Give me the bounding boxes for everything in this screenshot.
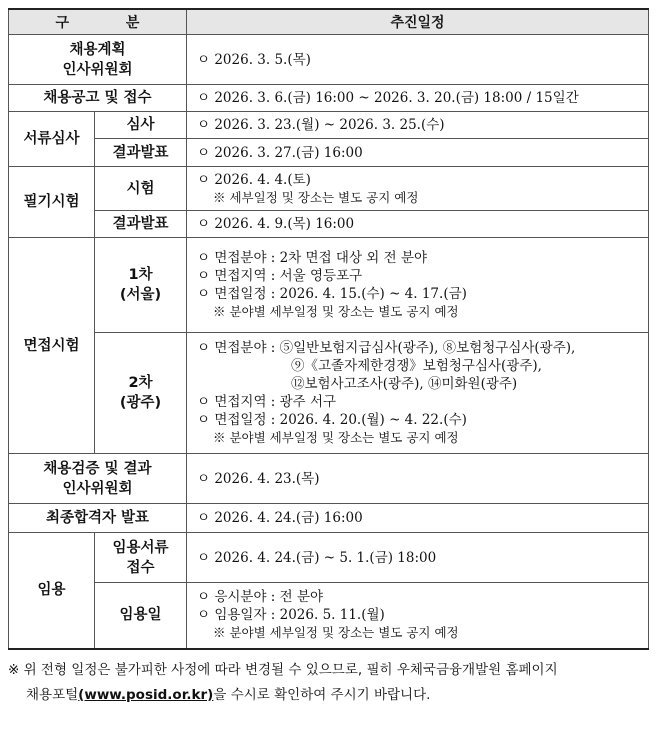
footer-notice: ※ 위 전형 일정은 불가피한 사정에 따라 변경될 수 있으므로, 필히 우체국금융개발원 홈페이지 채용포털(www.posid.or.kr)을 수시로 확인하여 주시기 바랍니다. [8, 661, 558, 703]
row-detail-appoint-docs: ㅇ 2026. 4. 24.(금) ~ 5. 1.(금) 18:00 [187, 533, 649, 583]
row-label-doc: 서류심사 [9, 112, 95, 167]
table-header-row [9, 9, 649, 35]
row-detail-interview-second: ㅇ 면접분야 : ⑤일반보험지급심사(광주), ⑧보험청구심사(광주), ⑨《고졸자제한경쟁》보험청구심사(광주), ⑫보험사고조사(광주), ⑭미화원(광주) ㅇ 면접지역 : 광주 서구 ㅇ 면접일정 : 2026. 4. 20.(월) ~ 4. 22.(수) ※ 분야별 세부일정 및 장소는 별도 공지 예정 [187, 333, 649, 454]
table-row [9, 85, 649, 112]
table-row [9, 533, 649, 583]
table-row [9, 454, 649, 504]
header-category: 구 분 [9, 9, 187, 35]
row-detail-interview-first: ㅇ 면접분야 : 2차 면접 대상 외 전 분야 ㅇ 면접지역 : 서울 영등포구 ㅇ 면접일정 : 2026. 4. 15.(수) ~ 4. 17.(금) ※ 분야별 세부일정 및 장소는 별도 공지 예정 [187, 238, 649, 333]
table-row [9, 112, 649, 139]
header-schedule: 추진일정 [187, 9, 649, 35]
row-label-written: 필기시험 [9, 167, 95, 238]
table-row [9, 211, 649, 238]
row-detail-plan: ㅇ 2026. 3. 5.(목) [187, 35, 649, 85]
row-detail-appoint-date: ㅇ 응시분야 : 전 분야 ㅇ 임용일자 : 2026. 5. 11.(월) ※ 분야별 세부일정 및 장소는 별도 공지 예정 [187, 583, 649, 649]
table-row [9, 504, 649, 533]
row-detail-written-exam: ㅇ 2026. 4. 4.(토) ※ 세부일정 및 장소는 별도 공지 예정 [187, 167, 649, 211]
sub-label-appoint-date: 임용일 [95, 583, 187, 649]
row-label-plan: 채용계획 인사위원회 [9, 35, 187, 85]
note-text: ※ 분야별 세부일정 및 장소는 별도 공지 예정 [213, 625, 459, 641]
row-detail-doc-result: ㅇ 2026. 3. 27.(금) 16:00 [187, 139, 649, 167]
sub-label-doc-review: 심사 [95, 112, 187, 139]
note-text: ※ 세부일정 및 장소는 별도 공지 예정 [213, 189, 419, 205]
note-text: ※ 분야별 세부일정 및 장소는 별도 공지 예정 [213, 430, 459, 445]
row-label-appoint: 임용 [9, 533, 95, 649]
sub-label-interview-first: 1차 (서울) [95, 238, 187, 333]
row-detail-written-result: ㅇ 2026. 4. 9.(목) 16:00 [187, 211, 649, 238]
table-row [9, 35, 649, 85]
table-row [9, 333, 649, 454]
table-row [9, 583, 649, 649]
row-detail-doc-review: ㅇ 2026. 3. 23.(월) ~ 2026. 3. 25.(수) [187, 112, 649, 139]
sub-label-doc-result: 결과발표 [95, 139, 187, 167]
row-detail-verify: ㅇ 2026. 4. 23.(목) [187, 454, 649, 504]
table-row [9, 238, 649, 333]
schedule-table [8, 8, 649, 650]
schedule-document [8, 8, 648, 708]
row-label-interview: 면접시험 [9, 238, 95, 454]
row-detail-notice: ㅇ 2026. 3. 6.(금) 16:00 ~ 2026. 3. 20.(금) 18:00 / 15일간 [187, 85, 649, 112]
row-label-verify: 채용검증 및 결과 인사위원회 [9, 454, 187, 504]
table-row [9, 167, 649, 211]
row-detail-final: ㅇ 2026. 4. 24.(금) 16:00 [187, 504, 649, 533]
note-text: ※ 분야별 세부일정 및 장소는 별도 공지 예정 [213, 304, 459, 319]
row-label-notice: 채용공고 및 접수 [9, 85, 187, 112]
sub-label-interview-second: 2차 (광주) [95, 333, 187, 454]
sub-label-appoint-docs: 임용서류 접수 [95, 533, 187, 583]
sub-label-written-result: 결과발표 [95, 211, 187, 238]
portal-url-link[interactable]: (www.posid.or.kr) [78, 686, 214, 703]
table-row [9, 139, 649, 167]
sub-label-written-exam: 시험 [95, 167, 187, 211]
row-label-final: 최종합격자 발표 [9, 504, 187, 533]
